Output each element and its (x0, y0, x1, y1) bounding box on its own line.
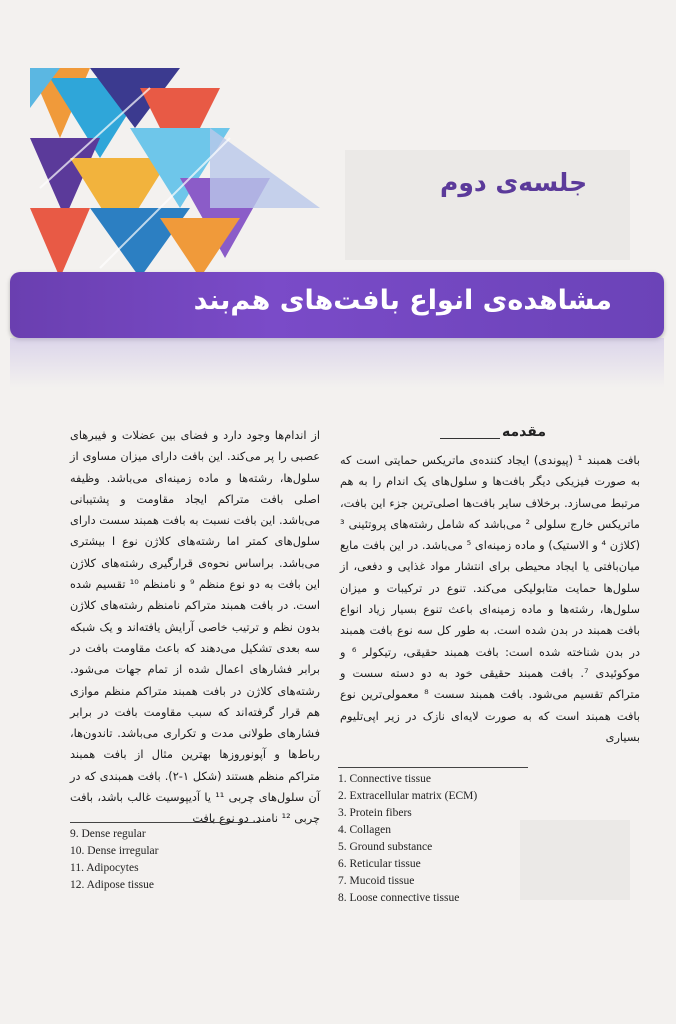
bleed-through-block (345, 150, 630, 260)
footnote-item: 12. Adipose tissue (70, 879, 155, 891)
body-text-right-column: بافت همبند ¹ (پیوندی) ایجاد کننده‌ی ماتریکس حمایتی است که به صورت فیزیکی دیگر بافت‌ها و سلول‌های یک اندام را به هم مرتبط می‌سازد. برخلاف سایر بافت‌ها اصلی‌ترین جزء این بافت، ماتریکس خارج سلولی ² می‌باشد که شامل رشته‌های پروتئینی ³ (کلاژن ⁴ و الاستیک) و ماده زمینه‌ای ⁵ می‌باشد. در این بافت مایع میان‌بافتی یا ایجاد محیطی برای انتشار مواد غذایی و دفعی، از سلول‌ها حمایت متابولیکی می‌کند. تنوع در ترکیبات و میزان سلول‌ها، رشته‌ها و ماده زمینه‌ای باعث تنوع بسیار زیاد انواع بافت همبند در بدن شده است. به طور کل سه نوع بافت همبند در بدن شناخته شده است: بافت همبند حقیقی، رتیکولر ⁶ و موکوئیدی ⁷. بافت همبند حقیقی خود به دو دسته سست و متراکم تقسیم می‌شود. بافت همبند سست ⁸ معمولی‌ترین نوع بافت همبند است که به صورت لایه‌ای نازک در زیر اپی‌تلیوم بسیاری (340, 454, 641, 744)
chapter-title: مشاهده‌ی انواع بافت‌های هم‌بند (193, 285, 612, 316)
geometric-decoration (30, 68, 320, 278)
banner-shadow (10, 338, 664, 388)
footnote-item: 5. Ground substance (338, 841, 433, 853)
footnotes-left (70, 826, 158, 894)
footnote-item: 8. Loose connective tissue (338, 892, 460, 904)
footnote-divider (338, 767, 528, 768)
section-heading: مقدمه (502, 424, 546, 440)
footnote-divider (70, 822, 260, 823)
footnote-item: 9. Dense regular (70, 828, 146, 840)
heading-underline (440, 438, 500, 439)
body-text-left-column: از اندام‌ها وجود دارد و فضای بین عضلات و فیبرهای عصبی را پر می‌کند. این بافت دارای میزان مساوی از سلول‌ها، رشته‌ها و ماده زمینه‌ای می‌باشد. وظیفه اصلی بافت متراکم ایجاد مقاومت و پشتیبانی می‌باشد. این بافت نسبت به بافت همبند سست دارای سلول‌های کمتر اما رشته‌های کلاژن نوع I بیشتری می‌باشد. براساس نحوه‌ی قرارگیری رشته‌های کلاژن این بافت به دو نوع منظم ⁹ و نامنظم ¹⁰ تقسیم شده است. در بافت همبند متراکم نامنظم رشته‌های کلاژن بدون نظم و ترتیب خاصی آرایش یافته‌اند و یک شبکه سه بعدی تشکیل می‌دهند که باعث مقاومت بافت در برابر فشارهای اعمال شده از تمام جهات می‌شود. رشته‌های کلاژن در بافت همبند متراکم منظم موازی هم قرار گرفته‌اند که سبب مقاومت بافت در برابر فشارهای طولانی مدت و تکراری می‌باشد. تاندون‌ها، رباط‌ها و آپونوروزها بهترین مثال از بافت همبند متراکم منظم هستند (شکل ۱-۲). بافت همبندی که در آن سلول‌های چربی ¹¹ یا آدیپوسیت غالب باشد، بافت چربی ¹² نامند. دو نوع بافت (70, 429, 320, 826)
footnote-item: 11. Adipocytes (70, 862, 139, 874)
title-banner (10, 272, 664, 338)
session-title: جلسه‌ی دوم (440, 168, 588, 197)
bleed-through-block (520, 820, 630, 900)
footnote-item: 7. Mucoid tissue (338, 875, 415, 887)
footnote-item: 6. Reticular tissue (338, 858, 421, 870)
footnote-item: 3. Protein fibers (338, 807, 412, 819)
footnote-item: 4. Collagen (338, 824, 392, 836)
footnote-item: 2. Extracellular matrix (ECM) (338, 790, 478, 802)
footnote-item: 1. Connective tissue (338, 773, 431, 785)
footnote-item: 10. Dense irregular (70, 845, 159, 857)
footnotes-right (338, 771, 477, 907)
